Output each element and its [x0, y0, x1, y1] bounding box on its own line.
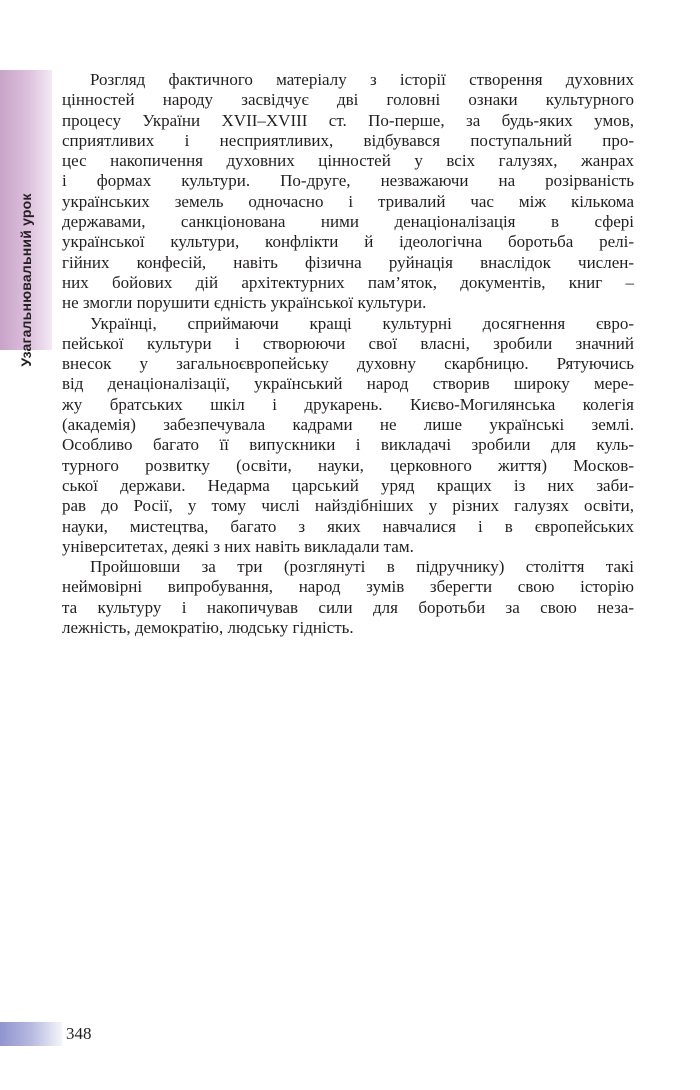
text-line: Розгляд фактичного матеріалу з історії створення духовних [90, 70, 634, 89]
text-line: жу братських шкіл і друкарень. Києво-Могилянська колегія [62, 394, 634, 414]
text-line: них бойових дій архітектурних пам’яток, документів, книг – [62, 272, 634, 292]
paragraph [62, 314, 634, 558]
text-line: університетах, деякі з них навіть викладали там. [62, 536, 414, 556]
text-line: лежність, демократію, людську гідність. [62, 618, 354, 638]
text-line: українських земель одночасно і тривалий час між кількома [62, 191, 634, 211]
text-line: та культуру і накопичував сили для боротьби за свою неза- [62, 597, 634, 617]
body-text [62, 70, 634, 638]
text-line: не змогли порушити єдність української культури. [62, 293, 427, 313]
page-number-bar [0, 1022, 62, 1046]
paragraph [62, 70, 634, 314]
text-line: рав до Росії, у тому числі найздібніших у різних галузях освіти, [62, 496, 634, 516]
text-line: Українці, сприймаючи кращі культурні досягнення євро- [90, 313, 634, 333]
text-line: Особливо багато її випускники і викладачі зробили для куль- [62, 435, 634, 455]
text-line: сприятливих і несприятливих, відбувався поступальний про- [62, 130, 634, 150]
text-line: від денаціоналізації, український народ створив широку мере- [62, 374, 634, 394]
text-line: цінностей народу засвідчує дві головні ознаки культурного [62, 90, 634, 110]
text-line: ської держави. Недарма царський уряд кращих із них заби- [62, 475, 634, 495]
text-line: гійних конфесій, навіть фізична руйнація внаслідок числен- [62, 252, 634, 272]
page-number: 348 [66, 1024, 92, 1043]
text-line: науки, мистецтва, багато з яких навчалися і в європейських [62, 516, 634, 536]
text-line: процесу України XVII–XVIII ст. По-перше, за будь-яких умов, [62, 110, 634, 130]
text-line: неймовірні випробування, народ зумів зберегти свою історію [62, 577, 634, 597]
text-line: і формах культури. По-друге, незважаючи на розірваність [62, 171, 634, 191]
text-line: внесок у загальноєвропейську духовну скарбницю. Рятуючись [62, 354, 634, 374]
side-tab-label: Узагальнювальний урок [18, 193, 34, 367]
text-line: (академія) забезпечувала кадрами не лише українські землі. [62, 415, 634, 435]
text-line: Пройшовши за три (розглянуті в підручнику) століття такі [90, 557, 634, 577]
text-line: пейської культури і створюючи свої власні, зробили значний [62, 333, 634, 353]
side-tab [0, 70, 52, 367]
paragraph [62, 557, 634, 638]
text-line: державами, санкціонована ними денаціоналізація в сфері [62, 212, 634, 232]
text-line: української культури, конфлікти й ідеологічна боротьба релі- [62, 232, 634, 252]
text-line: цес накопичення духовних цінностей у всіх галузях, жанрах [62, 151, 634, 171]
text-line: турного розвитку (освіти, науки, церковного життя) Москов- [62, 455, 634, 475]
